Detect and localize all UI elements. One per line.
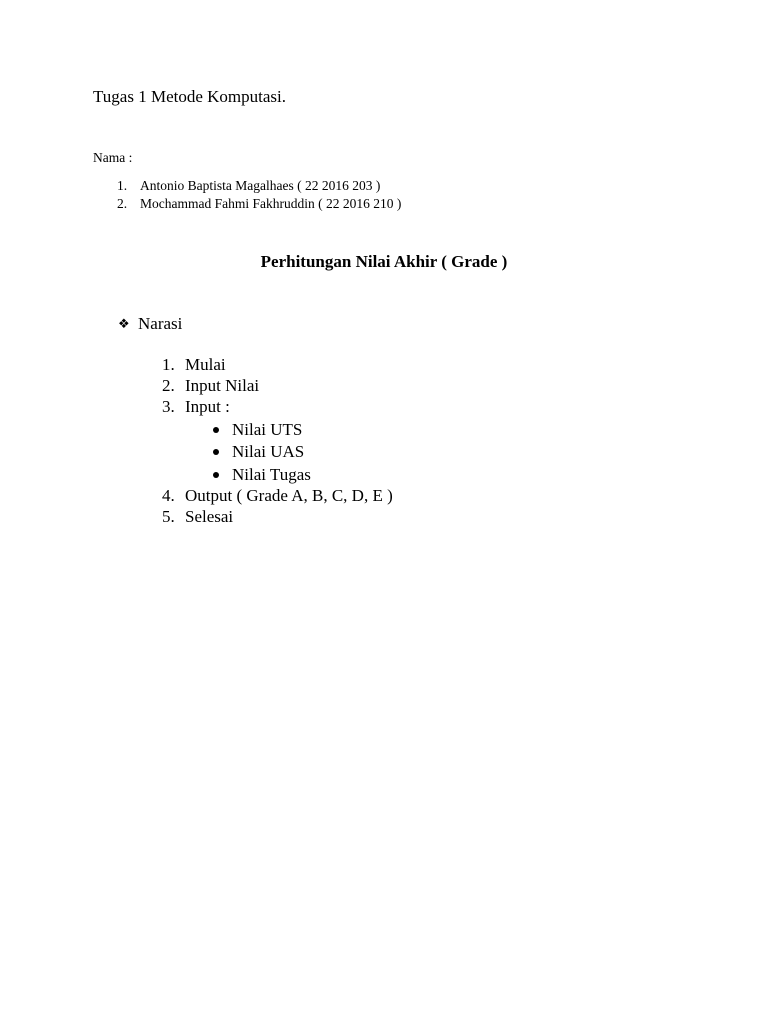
- member-name: Antonio Baptista Magalhaes ( 22 2016 203 ): [140, 178, 381, 193]
- narasi-section-title: [118, 313, 182, 335]
- member-name: Mochammad Fahmi Fakhruddin ( 22 2016 210 ): [140, 196, 402, 211]
- section-heading: Perhitungan Nilai Akhir ( Grade ): [260, 252, 508, 271]
- step-number: 3.: [162, 397, 175, 416]
- member-number: 1.: [117, 178, 128, 193]
- document-title: Tugas 1 Metode Komputasi.: [93, 87, 286, 106]
- step-text: Input :: [185, 397, 230, 416]
- step-number: 5.: [162, 507, 175, 526]
- step-text: Input Nilai: [185, 376, 260, 395]
- input-item-text: Nilai UTS: [232, 420, 303, 439]
- section-label: Narasi: [138, 314, 183, 333]
- step-text: Selesai: [185, 507, 234, 526]
- diamond-bullet-icon: ❖: [118, 316, 130, 331]
- name-label: Nama :: [93, 150, 133, 165]
- step-text: Output ( Grade A, B, C, D, E ): [185, 486, 393, 505]
- step-text: Mulai: [185, 355, 226, 374]
- step-number: 4.: [162, 486, 175, 505]
- input-item-text: Nilai UAS: [232, 442, 305, 461]
- bullet-icon: [213, 427, 219, 433]
- input-item-text: Nilai Tugas: [232, 465, 311, 484]
- bullet-icon: [213, 472, 219, 478]
- step-number: 1.: [162, 355, 175, 374]
- bullet-icon: [213, 449, 219, 455]
- step-number: 2.: [162, 376, 175, 395]
- member-number: 2.: [117, 196, 128, 211]
